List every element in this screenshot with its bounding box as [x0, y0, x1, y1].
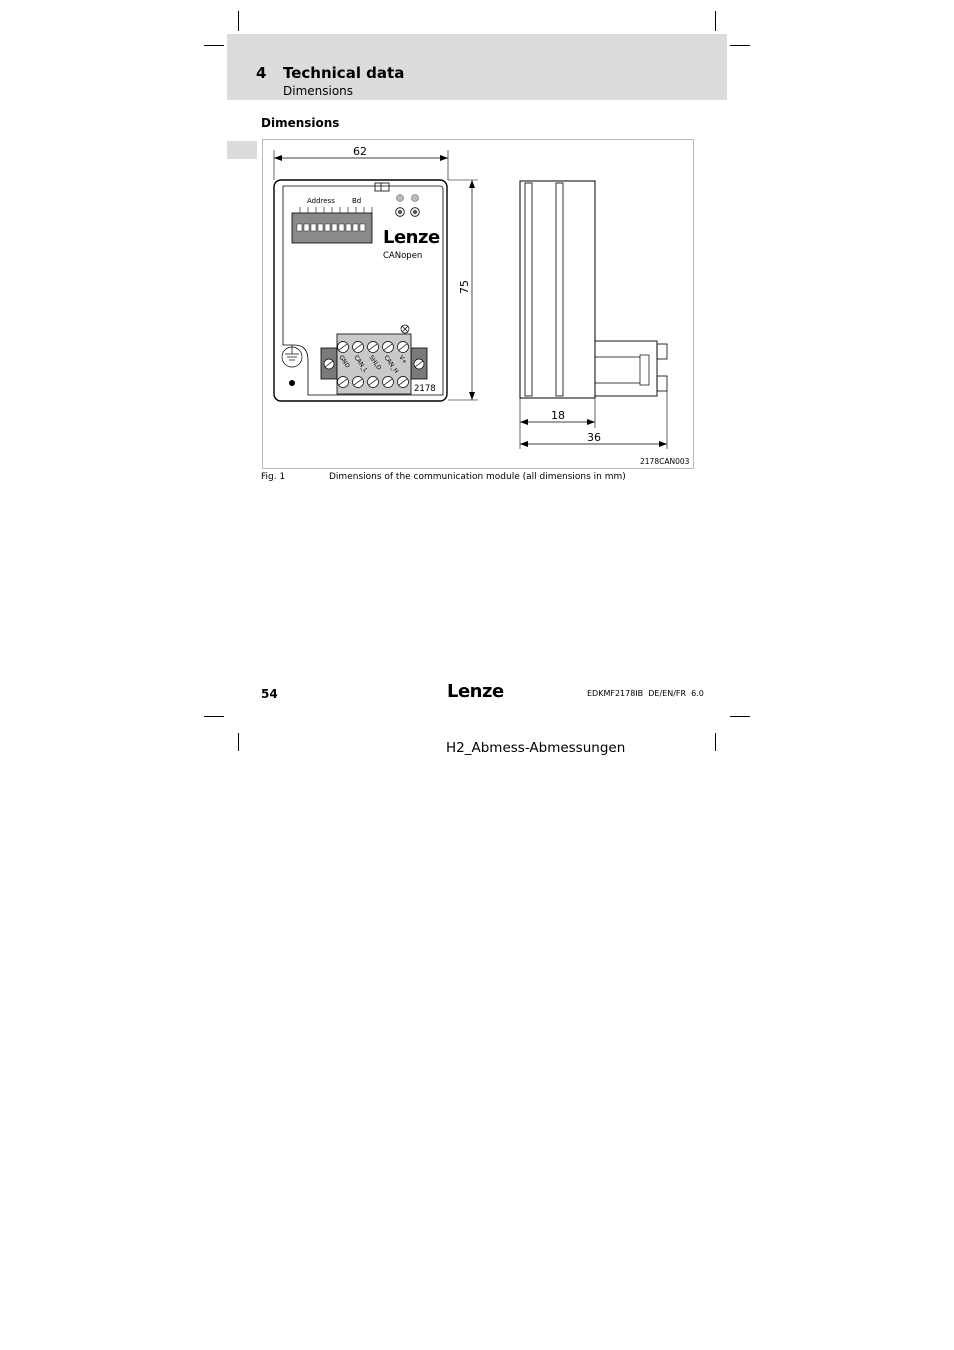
drawing-id: 2178CAN003	[640, 457, 690, 466]
dip-label-address: Address	[307, 197, 335, 205]
chapter-title: Technical data	[283, 64, 405, 82]
dip-ticks	[300, 207, 372, 213]
dimension-depth-total	[520, 391, 667, 449]
terminal-label: SHLD	[367, 354, 383, 372]
dimension-height	[448, 180, 478, 400]
ground-icon	[282, 345, 302, 367]
figure-caption: Dimensions of the communication module (all dimensions in mm)	[329, 472, 626, 482]
brand-logo: Lenze	[383, 227, 440, 248]
chapter-subtitle: Dimensions	[283, 84, 354, 98]
led-icon	[412, 195, 419, 202]
dimension-height-value: 75	[458, 280, 471, 294]
dimension-width-value: 62	[353, 145, 367, 158]
side-view	[520, 181, 667, 398]
mounting-hole-icon	[289, 380, 295, 386]
front-view	[274, 180, 447, 401]
dip-label-bd: Bd	[352, 197, 362, 205]
dimension-depth-base	[520, 398, 595, 449]
dimension-width	[274, 145, 448, 180]
module-type-label: 2178	[414, 384, 436, 394]
terminal-label: V+	[397, 354, 409, 366]
footer-logo: Lenze	[447, 681, 504, 702]
figure-label: Fig. 1	[261, 472, 286, 482]
terminal-label: CAN_H	[382, 354, 400, 375]
terminal-label: CAN_L	[352, 354, 370, 374]
dimension-depth-total-value: 36	[587, 431, 601, 444]
top-clip	[375, 183, 389, 191]
source-name: H2_Abmess-Abmessungen	[446, 740, 626, 756]
page-number: 54	[261, 687, 278, 701]
chapter-number: 4	[256, 64, 267, 82]
document-reference: EDKMF2178IB DE/EN/FR 6.0	[587, 689, 704, 698]
led-icon	[397, 195, 404, 202]
dimension-depth-base-value: 18	[551, 409, 565, 422]
terminal-label: GND	[337, 354, 351, 370]
section-heading: Dimensions	[261, 116, 340, 130]
protocol-label: CANopen	[383, 251, 423, 261]
